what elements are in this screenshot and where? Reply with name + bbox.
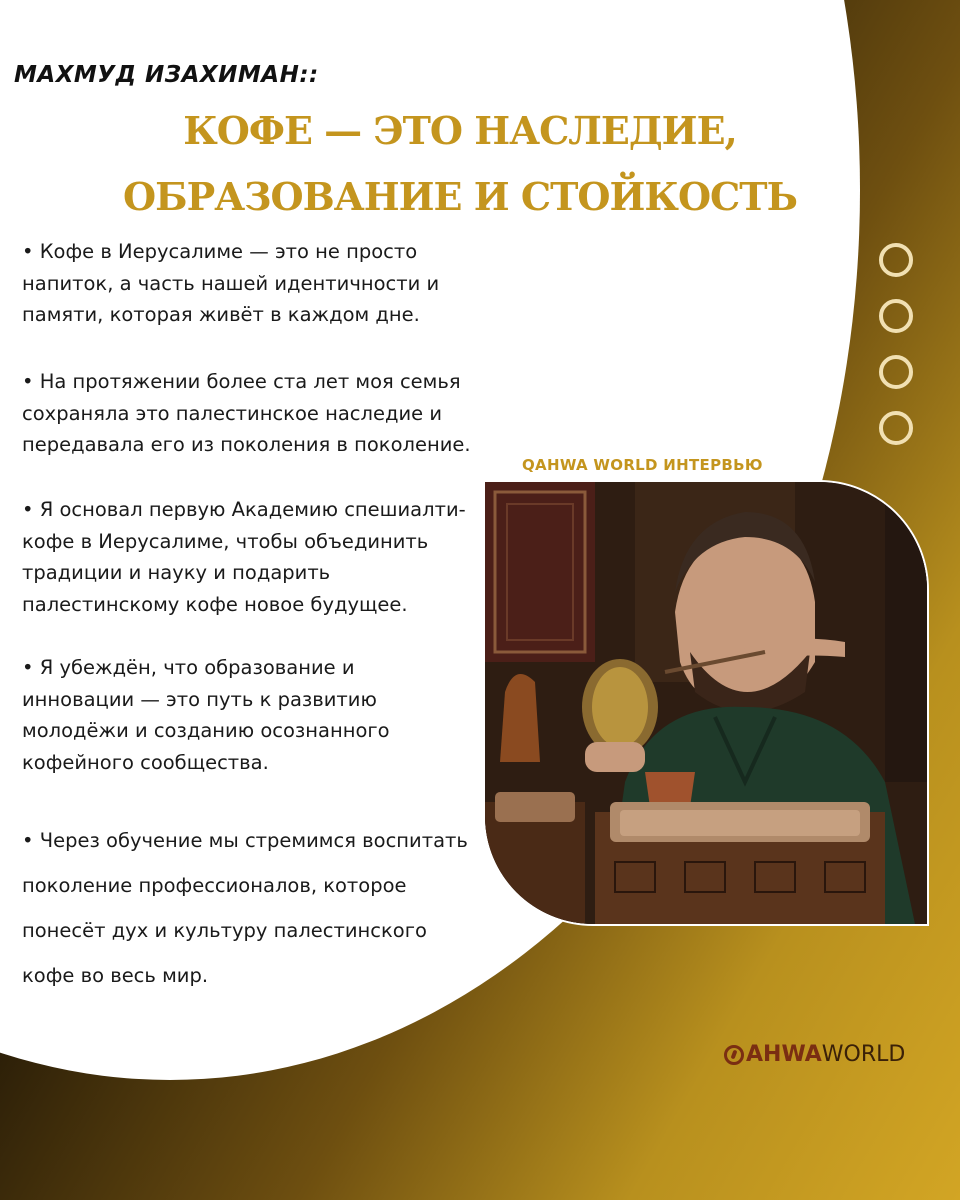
decorative-circles [879, 243, 913, 467]
paragraph-line: • Я основал первую Академию спешиалти- [22, 498, 466, 521]
paragraph-1 [22, 236, 439, 331]
photo-label: QAHWA WORLD ИНТЕРВЬЮ [522, 456, 763, 474]
paragraph-line: памяти, которая живёт в каждом дне. [22, 303, 420, 326]
page-title [100, 98, 820, 230]
paragraph-line: кофейного сообщества. [22, 750, 269, 774]
author-name: МАХМУД ИЗАХИМАН:: [14, 62, 319, 88]
barista-photo [483, 480, 929, 926]
paragraph-line: молодёжи и созданию осознанного [22, 719, 390, 742]
qahwa-world-logo [724, 1042, 905, 1067]
paragraph-line: сохраняла это палестинское наследие и [22, 401, 442, 425]
paragraph-line: • Кофе в Иерусалиме — это не просто [22, 240, 418, 263]
barista-illustration [485, 482, 927, 924]
paragraph-5 [22, 818, 468, 998]
paragraph-line: напиток, а часть нашей идентичности и [22, 271, 440, 295]
paragraph-line: традиции и науку и подарить [22, 561, 331, 584]
logo-bold-text: AHWA [746, 1042, 822, 1067]
circle-icon [879, 243, 913, 277]
circle-icon [879, 355, 913, 389]
paragraph-line: кофе в Иерусалиме, чтобы объединить [22, 529, 429, 553]
paragraph-line: понесёт дух и культуру палестинского [22, 919, 427, 942]
paragraph-line: инновации — это путь к развитию [22, 687, 377, 711]
coffee-bean-icon [724, 1045, 744, 1065]
paragraph-line: • Через обучение мы стремимся воспитать [22, 829, 468, 852]
paragraph-2 [22, 366, 471, 461]
logo-light-text: WORLD [821, 1042, 906, 1067]
paragraph-line: палестинскому кофе новое будущее. [22, 592, 408, 616]
circle-icon [879, 299, 913, 333]
paragraph-3 [22, 494, 466, 620]
circle-icon [879, 411, 913, 445]
paragraph-line: • На протяжении более ста лет моя семья [22, 370, 461, 393]
paragraph-line: • Я убеждён, что образование и [22, 656, 355, 679]
title-line-1: КОФЕ — ЭТО НАСЛЕДИЕ, [183, 108, 737, 153]
paragraph-line: передавала его из поколения в поколение. [22, 433, 471, 456]
paragraph-4 [22, 652, 390, 778]
paragraph-line: поколение профессионалов, которое [22, 874, 407, 897]
title-line-2: ОБРАЗОВАНИЕ И СТОЙКОСТЬ [123, 174, 797, 219]
paragraph-line: кофе во весь мир. [22, 964, 209, 987]
